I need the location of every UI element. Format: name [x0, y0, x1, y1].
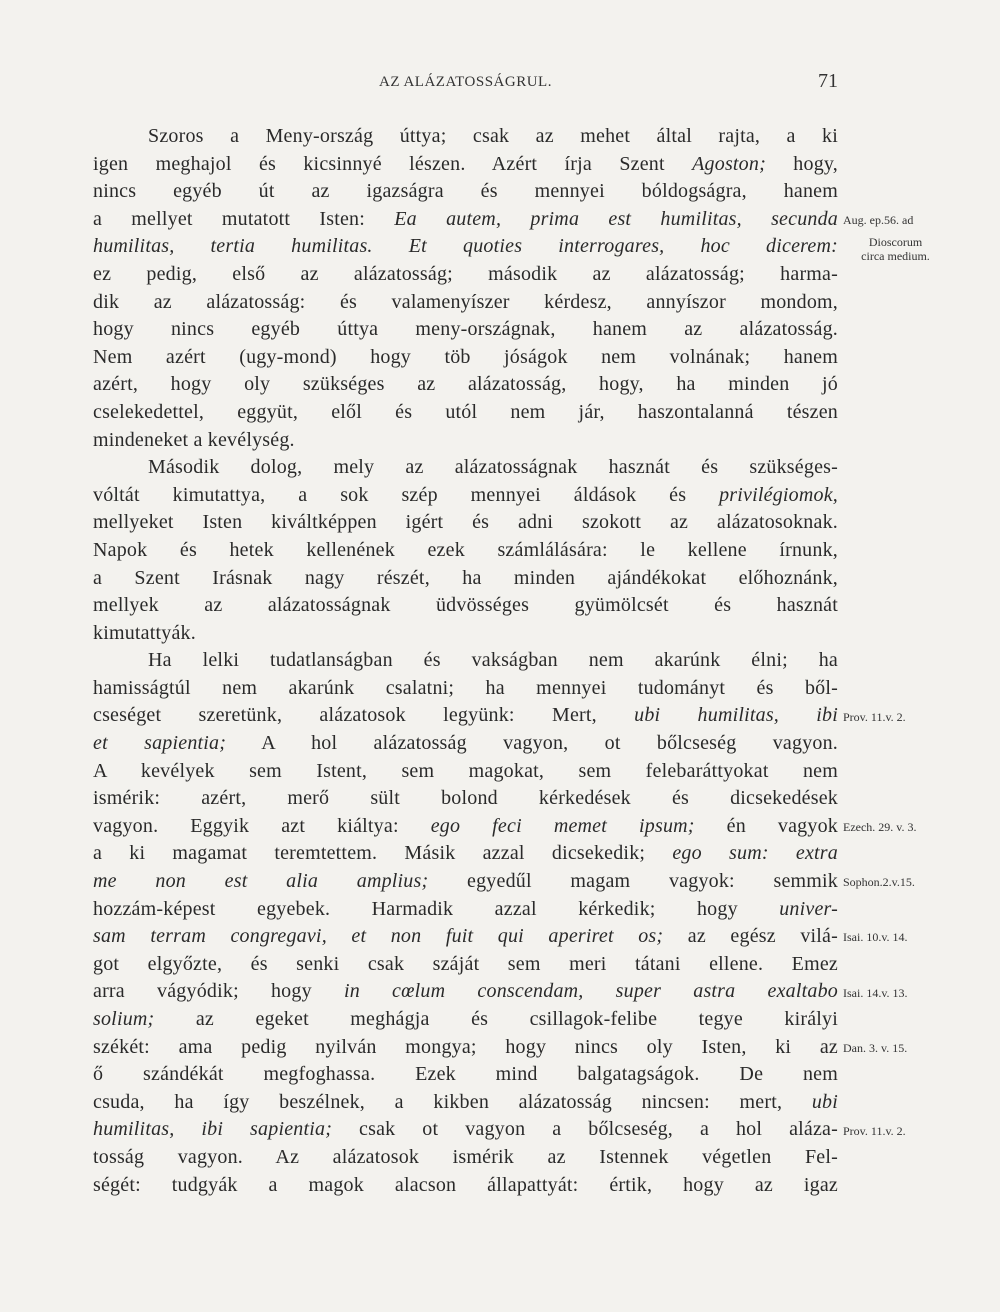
- margin-note: Ezech. 29. v. 3.: [843, 820, 917, 834]
- margin-note: circa medium.: [861, 249, 930, 264]
- italic-segment: Ea autem, prima est humilitas, secunda: [394, 207, 839, 230]
- text-segment: mindeneket a kevélység.: [93, 428, 295, 451]
- text-line: [93, 233, 838, 261]
- text-segment: az egeket meghágja és csillagok-felibe tegye királyi: [154, 1008, 838, 1030]
- text-segment: A hol alázatosság vagyon, ot bőlcseség vagyon.: [226, 732, 838, 755]
- text-line: [93, 868, 838, 896]
- italic-segment: sam terram congregavi, et non fuit qui aperiret os;: [93, 925, 664, 948]
- italic-segment: ego feci memet ipsum;: [430, 814, 695, 837]
- text-line: [93, 565, 838, 593]
- margin-note: Prov. 11.v. 2.: [843, 1123, 906, 1138]
- text-line: [93, 371, 838, 399]
- text-segment: vagyon. Eggyik azt kiáltya:: [93, 814, 431, 837]
- text-line: [93, 206, 838, 234]
- text-line: [93, 1172, 838, 1200]
- text-segment: hogy nincs egyéb úttya meny-országnak, hanem az alázatosság.: [93, 318, 838, 341]
- text-segment: Második dolog, mely az alázatosságnak hasznát és szükséges-: [148, 456, 838, 479]
- text-segment: arra vágyódik; hogy: [93, 980, 344, 1003]
- text-segment: Szoros a Meny-ország úttya; csak az mehet által rajta, a ki: [148, 125, 838, 147]
- text-segment: csak ot vagyon a bőlcseség, a hol aláza-: [332, 1118, 838, 1141]
- text-segment: csuda, ha így beszélnek, a kikben alázatosság nincsen: mert,: [93, 1090, 812, 1113]
- margin-note: Aug. ep.56. ad: [843, 212, 914, 227]
- text-line: [93, 758, 838, 786]
- text-line: [93, 675, 838, 703]
- text-line: [93, 178, 838, 206]
- margin-note: Prov. 11.v. 2.: [843, 709, 906, 724]
- text-line: [93, 702, 838, 730]
- text-segment: ő szándékát megfoghassa. Ezek mind balgatagságok. De nem: [93, 1063, 838, 1086]
- text-line: [93, 344, 838, 372]
- text-segment: én vagyok: [694, 814, 838, 837]
- running-title: AZ ALÁZATOSSÁGRUL.: [379, 74, 552, 90]
- text-segment: székét: ama pedig nyilván mongya; hogy nincs oly Isten, ki az: [93, 1035, 838, 1058]
- text-line: [93, 730, 838, 758]
- text-segment: ségét: tudgyák a magok alacson állapattyát: értik, hogy az igaz: [93, 1173, 838, 1196]
- text-line: [93, 620, 838, 648]
- italic-segment: Agoston;: [692, 152, 766, 175]
- text-segment: hamisságtúl nem akarúnk csalatni; ha mennyei tudományt és ből-: [93, 676, 838, 699]
- text-segment: cseséget szeretünk, alázatosok legyünk: Mert,: [93, 704, 635, 727]
- text-segment: mellyek az alázatosságnak üdvösséges gyümölcsét és hasznát: [93, 594, 838, 617]
- text-segment: ismérik: azért, merő sült bolond kérkedések és dicsekedések: [93, 787, 838, 810]
- text-line: [93, 427, 838, 455]
- italic-segment: ego sum: extra: [672, 842, 838, 865]
- text-line: [93, 1116, 838, 1144]
- text-line: [93, 813, 838, 841]
- italic-segment: ubi: [811, 1090, 838, 1113]
- text-line: [93, 923, 838, 951]
- italic-segment: ubi humilitas, ibi: [634, 704, 838, 727]
- text-segment: azért, hogy oly szükséges az alázatosság, hogy, ha minden jó: [93, 373, 838, 396]
- text-segment: a Szent Irásnak nagy részét, ha minden ajándékokat előhoznánk,: [93, 566, 838, 589]
- italic-segment: humilitas, tertia humilitas. Et quoties interrogares, hoc dicerem:: [93, 235, 838, 258]
- text-segment: mellyeket Isten kiváltképpen igért és adni szokott az alázatosoknak.: [93, 511, 838, 534]
- text-line: [93, 592, 838, 620]
- text-line: [93, 399, 838, 427]
- text-line: [93, 896, 838, 924]
- text-segment: nincs egyéb út az igazságra és mennyei bóldogságra, hanem: [93, 180, 838, 203]
- text-line: [93, 840, 838, 868]
- body-text: [93, 123, 838, 1199]
- margin-note: Dioscorum: [868, 235, 923, 250]
- text-line: [93, 509, 838, 537]
- text-segment: Ha lelki tudatlanságban és vakságban nem akarúnk élni; ha: [148, 649, 838, 672]
- italic-segment: et sapientia;: [93, 732, 227, 755]
- text-segment: Napok és hetek kellenének ezek számlálására: le kellene írnunk,: [93, 538, 838, 561]
- italic-segment: in cœlum conscendam, super astra exaltabo: [343, 980, 838, 1003]
- italic-segment: univer-: [779, 897, 838, 920]
- text-segment: egyedűl magam vagyok: semmik: [428, 870, 838, 893]
- text-segment: got elgyőzte, és senki csak száját sem meri tátani ellene. Emez: [93, 952, 838, 975]
- text-segment: a mellyet mutatott Isten:: [93, 207, 395, 230]
- italic-segment: privilégiomok,: [719, 483, 838, 506]
- text-line: [93, 454, 838, 482]
- text-segment: tosság vagyon. Az alázatosok ismérik az Istennek végetlen Fel-: [93, 1145, 838, 1168]
- text-segment: a ki magamat teremtettem. Másik azzal dicsekedik;: [93, 842, 673, 865]
- text-segment: az egész vilá-: [663, 925, 838, 948]
- text-segment: dik az alázatosság: és valamenyíszer kérdesz, annyíszor mondom,: [93, 290, 838, 313]
- text-line: [93, 1034, 838, 1062]
- italic-segment: humilitas, ibi sapientia;: [93, 1118, 333, 1141]
- text-line: [93, 1144, 838, 1172]
- text-line: [93, 316, 838, 344]
- margin-note: Dan. 3. v. 15.: [843, 1040, 908, 1055]
- page-number: 71: [818, 70, 838, 92]
- text-segment: kimutattyák.: [93, 621, 196, 644]
- text-line: [93, 1061, 838, 1089]
- text-segment: A kevélyek sem Istent, sem magokat, sem felebaráttyokat nem: [93, 759, 838, 782]
- text-line: [93, 261, 838, 289]
- text-segment: igen meghajol és kicsinnyé lészen. Azért írja Szent: [93, 152, 693, 175]
- text-line: [93, 978, 838, 1006]
- margin-note: Isai. 14.v. 13.: [843, 985, 908, 1000]
- text-segment: ez pedig, első az alázatosság; második az alázatosság; harma-: [93, 262, 838, 285]
- text-segment: vóltát kimutattya, a sok szép mennyei áldások és: [93, 483, 720, 506]
- text-line: [93, 289, 838, 317]
- text-line: [93, 951, 838, 979]
- text-segment: hozzám-képest egyebek. Harmadik azzal kérkedik; hogy: [93, 897, 780, 920]
- text-line: [93, 482, 838, 510]
- italic-segment: solium;: [93, 1008, 155, 1030]
- text-line: [93, 1089, 838, 1117]
- text-line: [93, 1006, 838, 1034]
- italic-segment: me non est alia amplius;: [93, 870, 429, 893]
- page-header: [93, 70, 838, 100]
- text-line: [93, 537, 838, 565]
- text-line: [93, 785, 838, 813]
- margin-note: Isai. 10.v. 14.: [843, 930, 908, 945]
- text-segment: cselekedettel, eggyüt, elől és utól nem jár, haszontalanná tészen: [93, 400, 838, 423]
- text-segment: hogy,: [765, 152, 839, 175]
- text-line: [93, 123, 838, 151]
- text-line: [93, 151, 838, 179]
- margin-note: Sophon.2.v.15.: [843, 875, 915, 890]
- text-line: [93, 647, 838, 675]
- text-segment: Nem azért (ugy-mond) hogy töb jóságok nem volnának; hanem: [93, 345, 838, 368]
